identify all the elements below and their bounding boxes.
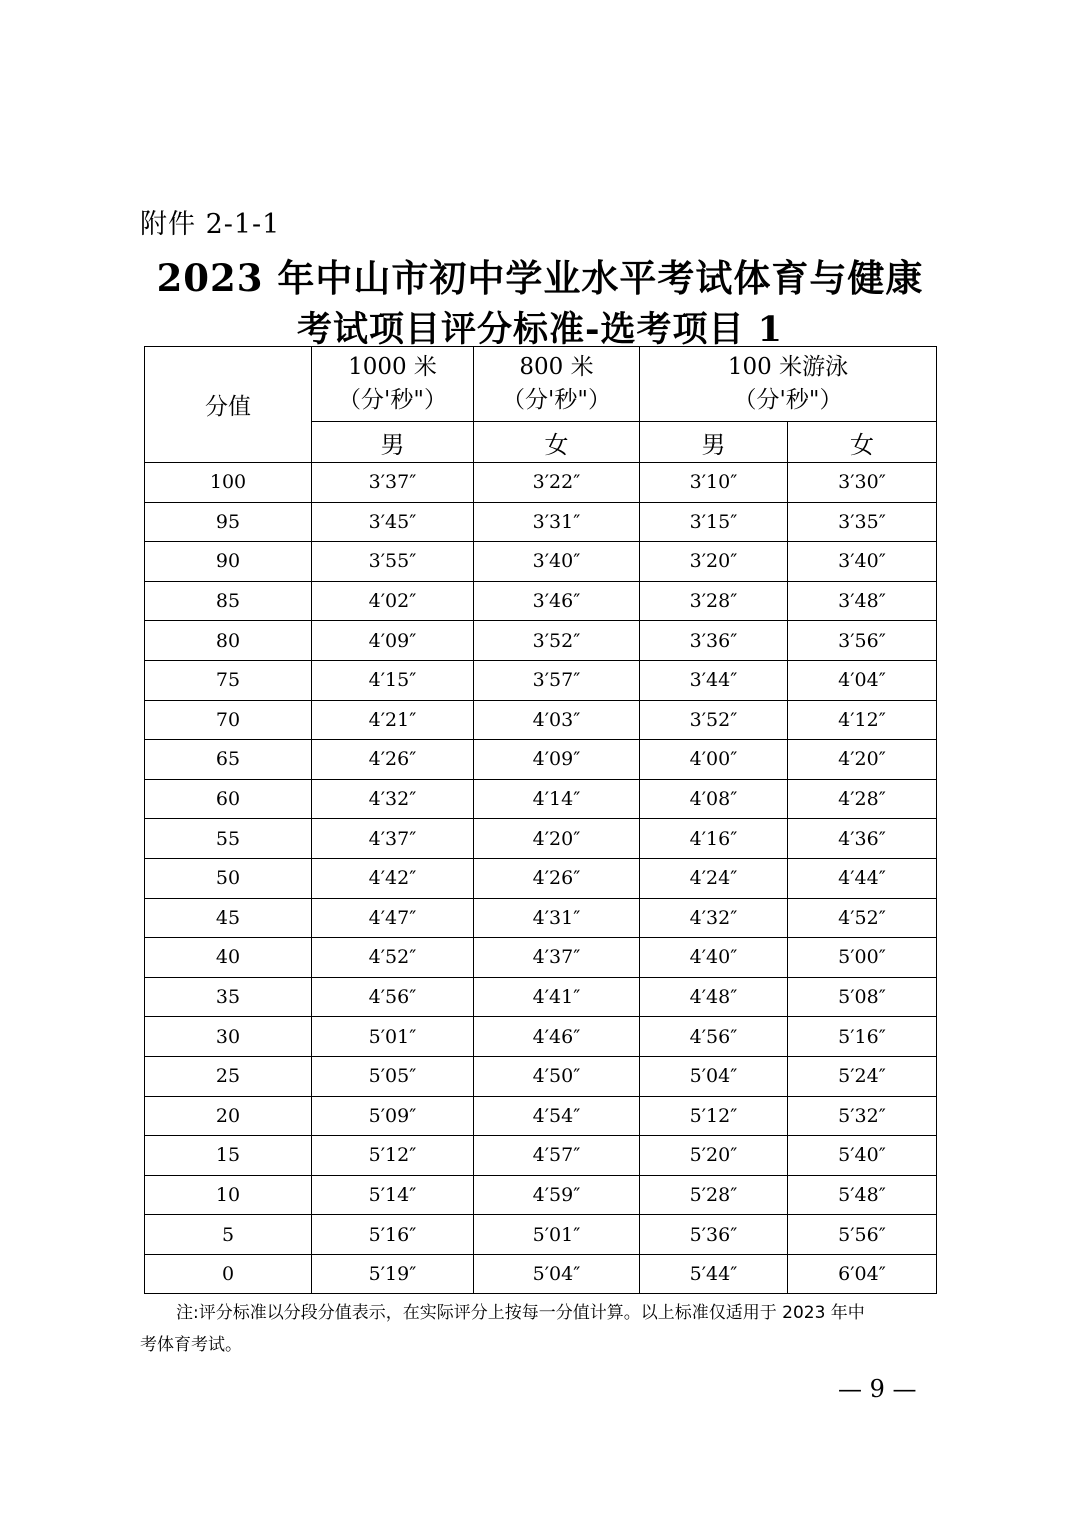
header-score: 分值 bbox=[145, 347, 312, 463]
swim-male-cell: 4′56″ bbox=[640, 1017, 788, 1057]
swim-male-cell: 3′44″ bbox=[640, 660, 788, 700]
score-cell: 55 bbox=[145, 819, 312, 859]
swim-female-cell: 4′44″ bbox=[788, 858, 937, 898]
score-cell: 15 bbox=[145, 1136, 312, 1176]
run-800m-female-cell: 3′40″ bbox=[474, 542, 640, 582]
header-swim-unit: （分'秒"） bbox=[733, 387, 843, 413]
swim-male-cell: 4′48″ bbox=[640, 977, 788, 1017]
run-800m-female-cell: 4′54″ bbox=[474, 1096, 640, 1136]
swim-male-cell: 4′16″ bbox=[640, 819, 788, 859]
score-cell: 75 bbox=[145, 660, 312, 700]
table-row bbox=[145, 502, 937, 542]
run-800m-female-cell: 3′57″ bbox=[474, 660, 640, 700]
run-1000m-male-cell: 5′19″ bbox=[312, 1254, 474, 1294]
run-1000m-male-cell: 4′52″ bbox=[312, 938, 474, 978]
table-row bbox=[145, 1254, 937, 1294]
run-1000m-male-cell: 3′37″ bbox=[312, 463, 474, 503]
run-800m-female-cell: 4′03″ bbox=[474, 700, 640, 740]
header-swim-name: 100 米游泳 bbox=[727, 354, 849, 380]
swim-male-cell: 5′12″ bbox=[640, 1096, 788, 1136]
run-800m-female-cell: 3′46″ bbox=[474, 581, 640, 621]
run-1000m-male-cell: 5′12″ bbox=[312, 1136, 474, 1176]
swim-female-cell: 3′48″ bbox=[788, 581, 937, 621]
run-1000m-male-cell: 4′32″ bbox=[312, 779, 474, 819]
document-title-line2: 考试项目评分标准-选考项目 1 bbox=[296, 309, 784, 350]
run-800m-female-cell: 4′31″ bbox=[474, 898, 640, 938]
run-1000m-male-cell: 4′09″ bbox=[312, 621, 474, 661]
table-row bbox=[145, 938, 937, 978]
score-cell: 90 bbox=[145, 542, 312, 582]
table-row bbox=[145, 1175, 937, 1215]
run-800m-female-cell: 4′50″ bbox=[474, 1056, 640, 1096]
run-1000m-male-cell: 4′56″ bbox=[312, 977, 474, 1017]
swim-female-cell: 4′20″ bbox=[788, 740, 937, 780]
score-cell: 35 bbox=[145, 977, 312, 1017]
run-800m-female-cell: 4′14″ bbox=[474, 779, 640, 819]
score-standard-table bbox=[144, 346, 937, 1294]
swim-male-cell: 3′28″ bbox=[640, 581, 788, 621]
run-800m-female-cell: 3′22″ bbox=[474, 463, 640, 503]
table-row bbox=[145, 463, 937, 503]
score-cell: 45 bbox=[145, 898, 312, 938]
table-row bbox=[145, 1136, 937, 1176]
swim-female-cell: 3′56″ bbox=[788, 621, 937, 661]
run-1000m-male-cell: 5′01″ bbox=[312, 1017, 474, 1057]
run-1000m-male-cell: 4′26″ bbox=[312, 740, 474, 780]
header-1000m-name: 1000 米 bbox=[348, 354, 437, 380]
swim-female-cell: 4′52″ bbox=[788, 898, 937, 938]
swim-male-cell: 5′44″ bbox=[640, 1254, 788, 1294]
score-cell: 30 bbox=[145, 1017, 312, 1057]
run-1000m-male-cell: 4′37″ bbox=[312, 819, 474, 859]
swim-male-cell: 5′20″ bbox=[640, 1136, 788, 1176]
table-body bbox=[145, 463, 937, 1294]
run-1000m-male-cell: 4′21″ bbox=[312, 700, 474, 740]
swim-male-cell: 4′40″ bbox=[640, 938, 788, 978]
score-cell: 65 bbox=[145, 740, 312, 780]
swim-male-cell: 5′04″ bbox=[640, 1056, 788, 1096]
footnote bbox=[140, 1297, 940, 1361]
table-row bbox=[145, 819, 937, 859]
run-1000m-male-cell: 3′55″ bbox=[312, 542, 474, 582]
score-cell: 25 bbox=[145, 1056, 312, 1096]
header-1000m bbox=[312, 347, 474, 422]
swim-female-cell: 4′04″ bbox=[788, 660, 937, 700]
header-male-1000m: 男 bbox=[312, 422, 474, 463]
run-800m-female-cell: 5′04″ bbox=[474, 1254, 640, 1294]
run-800m-female-cell: 4′46″ bbox=[474, 1017, 640, 1057]
swim-male-cell: 3′20″ bbox=[640, 542, 788, 582]
score-cell: 70 bbox=[145, 700, 312, 740]
swim-female-cell: 6′04″ bbox=[788, 1254, 937, 1294]
header-male-swim: 男 bbox=[640, 422, 788, 463]
table-row bbox=[145, 542, 937, 582]
score-cell: 95 bbox=[145, 502, 312, 542]
run-800m-female-cell: 4′37″ bbox=[474, 938, 640, 978]
run-1000m-male-cell: 5′05″ bbox=[312, 1056, 474, 1096]
swim-female-cell: 5′24″ bbox=[788, 1056, 937, 1096]
run-800m-female-cell: 4′09″ bbox=[474, 740, 640, 780]
footnote-line2: 考体育考试。 bbox=[140, 1335, 242, 1355]
header-800m-name: 800 米 bbox=[519, 354, 594, 380]
swim-female-cell: 5′00″ bbox=[788, 938, 937, 978]
swim-male-cell: 5′28″ bbox=[640, 1175, 788, 1215]
table-row bbox=[145, 660, 937, 700]
swim-male-cell: 3′52″ bbox=[640, 700, 788, 740]
swim-female-cell: 4′28″ bbox=[788, 779, 937, 819]
run-1000m-male-cell: 4′42″ bbox=[312, 858, 474, 898]
swim-male-cell: 3′36″ bbox=[640, 621, 788, 661]
score-cell: 0 bbox=[145, 1254, 312, 1294]
table-row bbox=[145, 581, 937, 621]
swim-male-cell: 4′00″ bbox=[640, 740, 788, 780]
swim-male-cell: 4′32″ bbox=[640, 898, 788, 938]
table-row bbox=[145, 779, 937, 819]
swim-female-cell: 3′30″ bbox=[788, 463, 937, 503]
run-800m-female-cell: 3′52″ bbox=[474, 621, 640, 661]
score-cell: 40 bbox=[145, 938, 312, 978]
run-1000m-male-cell: 4′02″ bbox=[312, 581, 474, 621]
swim-male-cell: 4′08″ bbox=[640, 779, 788, 819]
swim-female-cell: 5′32″ bbox=[788, 1096, 937, 1136]
table-row bbox=[145, 1056, 937, 1096]
swim-male-cell: 5′36″ bbox=[640, 1215, 788, 1255]
run-1000m-male-cell: 4′15″ bbox=[312, 660, 474, 700]
swim-female-cell: 3′35″ bbox=[788, 502, 937, 542]
table-row bbox=[145, 898, 937, 938]
swim-female-cell: 5′48″ bbox=[788, 1175, 937, 1215]
header-800m bbox=[474, 347, 640, 422]
table-row bbox=[145, 740, 937, 780]
table-row bbox=[145, 1215, 937, 1255]
score-cell: 85 bbox=[145, 581, 312, 621]
swim-female-cell: 3′40″ bbox=[788, 542, 937, 582]
header-female-800m: 女 bbox=[474, 422, 640, 463]
swim-female-cell: 4′36″ bbox=[788, 819, 937, 859]
run-800m-female-cell: 4′59″ bbox=[474, 1175, 640, 1215]
swim-female-cell: 4′12″ bbox=[788, 700, 937, 740]
table-row bbox=[145, 1096, 937, 1136]
header-1000m-unit: （分'秒"） bbox=[338, 387, 447, 413]
header-female-swim: 女 bbox=[788, 422, 937, 463]
header-800m-unit: （分'秒"） bbox=[502, 387, 611, 413]
attachment-label: 附件 2-1-1 bbox=[140, 209, 281, 240]
run-800m-female-cell: 5′01″ bbox=[474, 1215, 640, 1255]
document-title-line1: 2023 年中山市初中学业水平考试体育与健康 bbox=[156, 256, 924, 300]
score-cell: 80 bbox=[145, 621, 312, 661]
footnote-line1: 注:评分标准以分段分值表示，在实际评分上按每一分值计算。以上标准仅适用于 2023 年中 bbox=[176, 1303, 865, 1323]
run-1000m-male-cell: 3′45″ bbox=[312, 502, 474, 542]
run-1000m-male-cell: 5′09″ bbox=[312, 1096, 474, 1136]
table-row bbox=[145, 858, 937, 898]
score-cell: 5 bbox=[145, 1215, 312, 1255]
swim-male-cell: 3′15″ bbox=[640, 502, 788, 542]
score-cell: 20 bbox=[145, 1096, 312, 1136]
page-number: — 9 — bbox=[838, 1375, 917, 1403]
table-row bbox=[145, 1017, 937, 1057]
swim-male-cell: 4′24″ bbox=[640, 858, 788, 898]
run-1000m-male-cell: 5′14″ bbox=[312, 1175, 474, 1215]
header-swim bbox=[640, 347, 937, 422]
run-800m-female-cell: 4′41″ bbox=[474, 977, 640, 1017]
score-cell: 10 bbox=[145, 1175, 312, 1215]
swim-female-cell: 5′56″ bbox=[788, 1215, 937, 1255]
run-800m-female-cell: 3′31″ bbox=[474, 502, 640, 542]
run-1000m-male-cell: 5′16″ bbox=[312, 1215, 474, 1255]
score-cell: 100 bbox=[145, 463, 312, 503]
run-800m-female-cell: 4′26″ bbox=[474, 858, 640, 898]
table-row bbox=[145, 700, 937, 740]
table-row bbox=[145, 977, 937, 1017]
run-800m-female-cell: 4′20″ bbox=[474, 819, 640, 859]
score-cell: 50 bbox=[145, 858, 312, 898]
swim-female-cell: 5′16″ bbox=[788, 1017, 937, 1057]
run-1000m-male-cell: 4′47″ bbox=[312, 898, 474, 938]
table-row bbox=[145, 621, 937, 661]
swim-male-cell: 3′10″ bbox=[640, 463, 788, 503]
swim-female-cell: 5′08″ bbox=[788, 977, 937, 1017]
score-cell: 60 bbox=[145, 779, 312, 819]
swim-female-cell: 5′40″ bbox=[788, 1136, 937, 1176]
run-800m-female-cell: 4′57″ bbox=[474, 1136, 640, 1176]
